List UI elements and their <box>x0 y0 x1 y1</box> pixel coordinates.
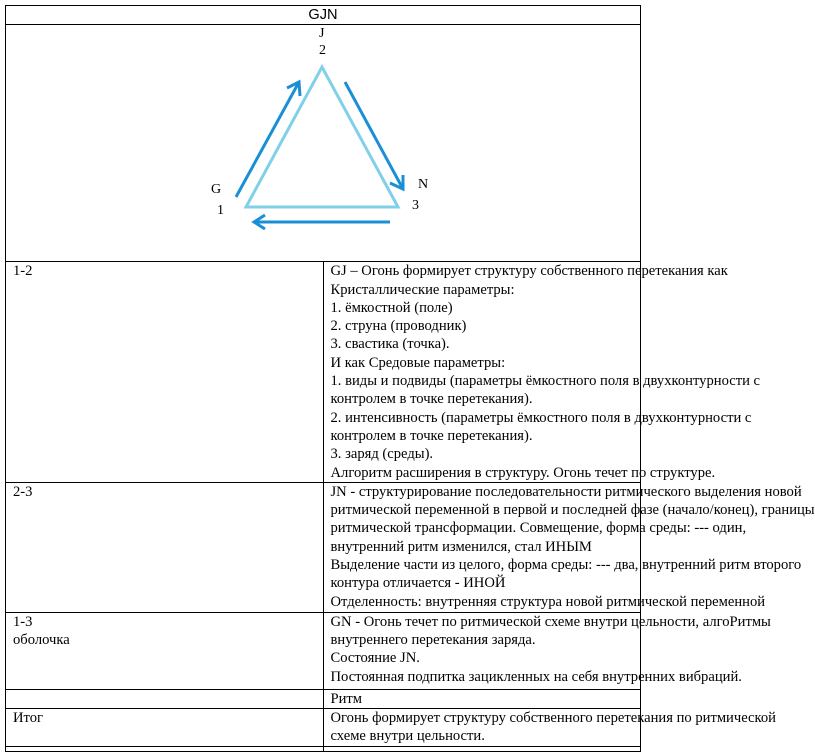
row-content-2-3 <box>323 482 815 612</box>
table-row <box>6 262 641 483</box>
text-line: Постоянная подпитка зацикленных на себя внутренних вибраций. <box>330 668 742 685</box>
text-line: 1. виды и подвиды (параметры ёмкостного поля в двухконтурности с <box>330 373 761 390</box>
row-label-itog: Итог <box>6 709 324 747</box>
header-row <box>6 6 641 25</box>
text-line: контролем в точке перетекания). <box>330 427 533 444</box>
arrow-g-to-j <box>236 82 300 197</box>
text-line: внутренний ритм изменился, стал ИНЫМ <box>330 538 592 555</box>
vertex-label-j: J <box>319 26 325 42</box>
table-row <box>6 689 641 708</box>
row-content-1-2 <box>323 262 761 483</box>
empty-cell <box>6 746 324 751</box>
text-line: внутреннего перетекания заряда. <box>330 632 536 649</box>
text-line: Кристаллические параметры: <box>330 281 515 298</box>
row-content-itog <box>323 709 776 747</box>
arrow-j-to-n <box>345 82 403 189</box>
text-line: контура отличается - ИНОЙ <box>330 575 506 592</box>
table-row <box>6 612 641 689</box>
vertex-label-n: N <box>418 177 429 193</box>
text-line: ритмической трансформации. Совмещение, форма среды: --- один, <box>330 520 747 537</box>
vertex-number-2: 2 <box>319 43 326 59</box>
text-line: 3. свастика (точка). <box>330 336 450 353</box>
diagram-row <box>6 25 641 262</box>
diagram-cell <box>6 25 641 262</box>
table-title: GJN <box>6 6 641 25</box>
row-content-rhythm <box>323 689 641 708</box>
vertex-label-g: G <box>211 182 222 198</box>
text-line: GN - Огонь течет по ритмической схеме внутри цельности, алгоРитмы <box>330 613 771 630</box>
text-line: 3. заряд (среды). <box>330 446 434 463</box>
arrow-n-to-g <box>254 215 390 229</box>
text-line: GJ – Огонь формирует структуру собственного перетекания как <box>330 263 728 280</box>
row-content-1-3 <box>323 612 771 689</box>
text-line: 2. струна (проводник) <box>330 318 467 335</box>
text-line: Отделенность: внутренняя структура новой ритмической переменной <box>330 593 766 610</box>
text-line: 2. интенсивность (параметры ёмкостного поля в двухконтурности с <box>330 409 752 426</box>
row-label-2-3: 2-3 <box>6 482 324 612</box>
text-line: Огонь формирует структуру собственного перетекания по ритмической <box>330 710 776 727</box>
text-line: ритмической переменной в первой и последней фазе (начало/конец), границы <box>330 502 815 519</box>
vertex-number-1: 1 <box>217 203 224 219</box>
text-line: 1. ёмкостной (поле) <box>330 299 453 316</box>
text-line: схеме внутри цельности. <box>330 728 485 745</box>
text-line: И как Средовые параметры: <box>330 354 506 371</box>
text-line: JN - структурирование последовательности ритмического выделения новой <box>330 483 802 500</box>
row-label-line: 1-3 <box>13 613 33 630</box>
empty-cell <box>323 746 641 751</box>
text-line: Алгоритм расширения в структуру. Огонь течет по структуре. <box>330 464 716 481</box>
table-row <box>6 482 641 612</box>
text-line: Выделение части из целого, форма среды: --- два, внутренний ритм второго <box>330 557 802 574</box>
text-line: контролем в точке перетекания). <box>330 391 533 408</box>
table-row <box>6 709 641 747</box>
table-row-empty <box>6 746 641 751</box>
row-label-rhythm <box>6 689 324 708</box>
text-line: Состояние JN. <box>330 650 420 667</box>
text-line: Ритм <box>330 690 363 707</box>
gjn-table <box>5 5 815 752</box>
vertex-number-3: 3 <box>412 198 419 214</box>
row-label-1-2: 1-2 <box>6 262 324 483</box>
row-label-1-3 <box>6 612 324 689</box>
triangle-diagram <box>6 25 640 261</box>
row-label-line: оболочка <box>13 632 70 649</box>
